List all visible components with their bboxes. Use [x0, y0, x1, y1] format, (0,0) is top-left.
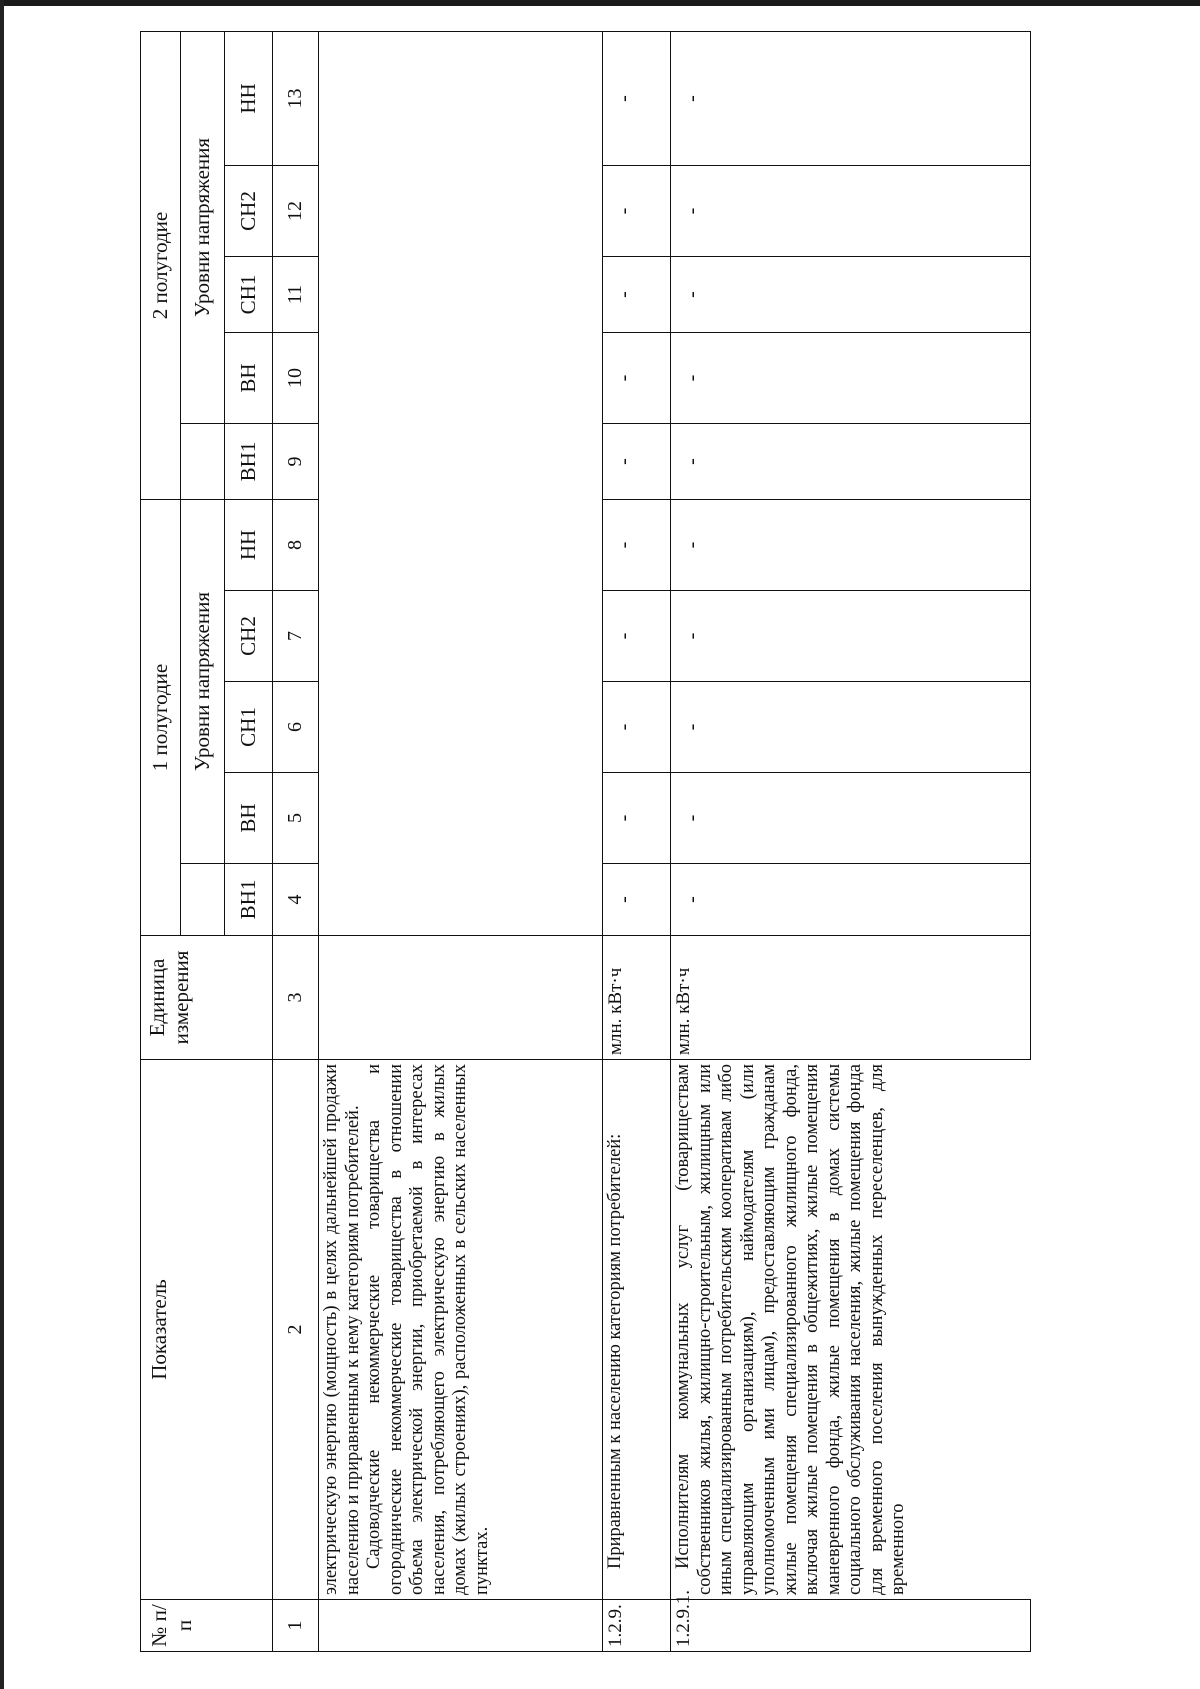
row-value: -: [603, 31, 671, 165]
row-text-paragraph: Исполнителям коммунальных услуг (товариществам собственников жилья, жилищно-строительным, жилищным или иным специализированным потребительским кооперативам либо управляющим организациям), наймодателям (или уполномоченным ими лицам), предоставляющим гражданам жилые помещения специализированного жилищного фонда, включая жилые помещения в общежитиях, жилые помещения маневренного фонда, жилые помещения в домах системы социального обслуживания населения, жилые помещения фонда для временного поселения вынужденных переселенцев, для временного: [673, 1064, 908, 1595]
row-value: -: [671, 165, 1031, 256]
level-h1-sn1: СН1: [225, 682, 273, 773]
row-value: -: [603, 591, 671, 682]
row-values-empty: [319, 31, 603, 935]
rotated-table-page: [140, 32, 1110, 1652]
table-row: [603, 31, 671, 1651]
level-h2-sn2: СН2: [225, 165, 273, 256]
row-unit: [319, 936, 603, 1060]
header-half1-spacer: [181, 864, 225, 936]
tariff-volume-table: [140, 31, 1031, 1652]
header-half2-spacer: [181, 423, 225, 499]
col-number: 12: [273, 165, 319, 256]
row-indicator-text: [603, 1060, 671, 1600]
col-number: 3: [273, 936, 319, 1060]
col-number: 1: [273, 1600, 319, 1652]
row-value: -: [603, 499, 671, 590]
header-half1: 1 полугодие: [141, 499, 181, 935]
row-value: -: [671, 332, 1031, 423]
row-value: -: [671, 682, 1031, 773]
table-row: [319, 31, 603, 1651]
header-half2: 2 полугодие: [141, 31, 181, 499]
col-number: 7: [273, 591, 319, 682]
row-value: -: [603, 256, 671, 332]
row-text-paragraph: Садоводческие некоммерческие товарищества и огороднические некоммерческие товарищества в отношении объема электрической энергии, приобретаемой в интересах населения, потребляющего электрическую энергию в жилых домах (жилых строениях), расположенных в сельских населенных пунктах.: [364, 1064, 492, 1595]
header-num: № п/п: [141, 1600, 273, 1652]
row-value: -: [671, 499, 1031, 590]
header-half1-voltage: Уровни напряжения: [181, 499, 225, 863]
row-unit: млн. кВт·ч: [671, 936, 1031, 1060]
level-h2-vn: ВН: [225, 332, 273, 423]
col-number: 10: [273, 332, 319, 423]
row-code: 1.2.9.1.: [671, 1600, 1031, 1652]
col-number: 9: [273, 423, 319, 499]
scan-edge-top: [0, 0, 1200, 6]
col-number: 11: [273, 256, 319, 332]
row-value: -: [603, 332, 671, 423]
header-unit: Единица измерения: [141, 936, 273, 1060]
row-value: -: [671, 423, 1031, 499]
row-unit: млн. кВт·ч: [603, 936, 671, 1060]
scan-edge-left: [0, 0, 4, 1689]
col-number: 5: [273, 773, 319, 864]
level-h1-nn: НН: [225, 499, 273, 590]
level-h1-sn2: СН2: [225, 591, 273, 682]
column-numbers-row: [273, 31, 319, 1651]
row-code: [319, 1600, 603, 1652]
row-indicator-text: [671, 1060, 1031, 1600]
level-h2-sn1: СН1: [225, 256, 273, 332]
row-text-paragraph: Приравненным к населению категориям потребителей:: [605, 1133, 625, 1569]
row-value: -: [671, 256, 1031, 332]
row-value: -: [603, 773, 671, 864]
row-value: -: [671, 864, 1031, 936]
row-value: -: [603, 864, 671, 936]
col-number: 2: [273, 1060, 319, 1600]
level-h2-nn: НН: [225, 31, 273, 165]
col-number: 4: [273, 864, 319, 936]
col-number: 13: [273, 31, 319, 165]
col-number: 6: [273, 682, 319, 773]
row-value: -: [603, 682, 671, 773]
row-value: -: [671, 31, 1031, 165]
header-row-1: [141, 31, 181, 1651]
header-indicator: Показатель: [141, 1060, 273, 1600]
level-h2-vn1: ВН1: [225, 423, 273, 499]
row-value: -: [671, 773, 1031, 864]
header-half2-voltage: Уровни напряжения: [181, 31, 225, 423]
row-code: 1.2.9.: [603, 1600, 671, 1652]
col-number: 8: [273, 499, 319, 590]
row-text-paragraph: электрическую энергию (мощность) в целях дальнейшей продажи населению и приравненным к нему категориям потребителей.: [321, 1064, 363, 1595]
row-value: -: [603, 165, 671, 256]
row-value: -: [603, 423, 671, 499]
level-h1-vn1: ВН1: [225, 864, 273, 936]
row-indicator-text: [319, 1060, 603, 1600]
row-value: -: [671, 591, 1031, 682]
table-row: [671, 31, 1031, 1651]
level-h1-vn: ВН: [225, 773, 273, 864]
